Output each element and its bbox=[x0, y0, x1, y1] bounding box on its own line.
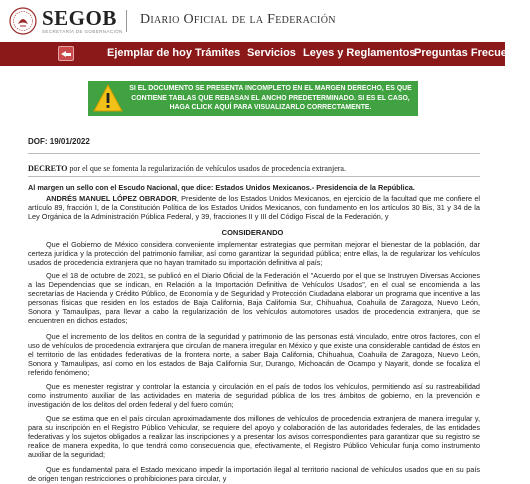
decreto-title-rest: por el que se fomenta la regularización de vehículos usados de procedencia extranjera. bbox=[67, 164, 346, 173]
dof-date: DOF: 19/01/2022 bbox=[28, 137, 90, 146]
intro-text: , Presidente de los Estados Unidos Mexicanos, en ejercicio de la facultad que me confiere el artículo 89, fracción I, de la Constitución Política de los Estados Unidos Mexicanos, con fundamento en los artículos 30 Bis, 31 y 34 de la Ley Orgánica de la Administración Pública Federal, y 39, fracciones II y III del Código Fiscal de la Federación, y bbox=[28, 194, 480, 221]
nav-item-tramites[interactable]: Trámites bbox=[195, 47, 241, 59]
back-arrow-icon[interactable] bbox=[58, 46, 74, 61]
segob-logo-text[interactable]: SEGOB bbox=[42, 6, 117, 30]
decreto-title bbox=[28, 164, 346, 173]
decreto-title-bold: DECRETO bbox=[28, 164, 68, 173]
considerando-paragraph-1: Que el Gobierno de México considera conveniente implementar estrategias que permitan mejorar el bienestar de la población, dar certeza jurídica y la protección del patrimonio familiar, así como garantizar la seguridad pública; entre ellas, la de regularizar los vehículos usados de procedencia extranjera que no hayan tramitado su importación definitiva al país; bbox=[28, 240, 480, 267]
divider-top bbox=[28, 153, 480, 154]
nav-item-preguntas-frecuentes[interactable]: Preguntas Frecuentes bbox=[414, 47, 530, 59]
site-header bbox=[0, 0, 505, 40]
considerando-paragraph-2: Que el 18 de octubre de 2021, se publicó en el Diario Oficial de la Federación el "Acuerdo por el que se Instruyen Diversas Acciones a las Dependencias que se indican, en Relación a la Importación Definitiva de Vehículos Usados", en el cual se encomienda a las secretarías de Hacienda y Crédito Público, de Economía y de Seguridad y Protección Ciudadana elaborar un programa que incentive a las personas físicas que residen en los estados de Baja California, Baja California Sur, Chihuahua, Coahuila de Zaragoza, Nuevo León, Sonora y Tamaulipas, para llevar a cabo la regularización de los vehículos automotores usados de procedencia extranjera, que se encuentren en dichos estados; bbox=[28, 271, 480, 325]
warning-icon bbox=[92, 83, 124, 113]
divider-bottom bbox=[28, 176, 480, 177]
incomplete-document-warning[interactable] bbox=[88, 81, 418, 116]
logo-divider bbox=[126, 10, 127, 32]
nav-item-leyes-reglamentos[interactable]: Leyes y Reglamentos bbox=[303, 47, 416, 59]
mexican-coat-of-arms-icon bbox=[8, 6, 38, 36]
considerando-paragraph-5: Que se estima que en el país circulan aproximadamente dos millones de vehículos de procedencia extranjera de manera irregular y, para su inscripción en el Registro Público Vehicular, se requiere del apoyo y colaboración de las autoridades federales, de las entidades federativas y los sujetos obligados a realizar las inscripciones y a presentar los avisos correspondientes para garantizar que su registro se realice de manera expedita, lo que tendrá como consecuencia que, efectivamente, el Registro Público Vehicular funja como instrumento auxiliar de la seguridad; bbox=[28, 414, 480, 459]
intro-paragraph bbox=[28, 195, 480, 222]
considerando-paragraph-6: Que es fundamental para el Estado mexicano impedir la importación ilegal al territorio nacional de vehículos usados que en su país de origen tengan restricciones o prohibiciones para circular, y bbox=[28, 465, 480, 483]
site-title[interactable]: Diario Oficial de la Federación bbox=[140, 12, 336, 27]
warning-message[interactable]: SI EL DOCUMENTO SE PRESENTA INCOMPLETO EN EL MARGEN DERECHO, ES QUE CONTIENE TABLAS QUE REBASAN EL ANCHO PREDETERMINADO. SI ES EL CASO, HAGA CLICK AQUÍ PARA VISUALIZARLO CORRECTAMENTE. bbox=[129, 85, 412, 112]
segob-logo-subtitle: SECRETARÍA DE GOBERNACIÓN bbox=[42, 29, 123, 34]
nav-item-servicios[interactable]: Servicios bbox=[247, 47, 296, 59]
nav-item-ejemplar-de-hoy[interactable]: Ejemplar de hoy bbox=[107, 47, 192, 59]
considerando-heading: CONSIDERANDO bbox=[221, 228, 284, 237]
considerando-paragraph-4: Que es menester registrar y controlar la estancia y circulación en el país de todos los vehículos, permitiendo así su rastreabilidad como instrumento auxiliar de las actividades en materia de seguridad pública de los tres ámbitos de gobierno, en la prevención e investigación de los delitos del orden federal y del fuero común; bbox=[28, 382, 480, 409]
author-name: ANDRÉS MANUEL LÓPEZ OBRADOR bbox=[46, 194, 177, 203]
sello-paragraph: Al margen un sello con el Escudo Nacional, que dice: Estados Unidos Mexicanos.- Presidencia de la República. bbox=[28, 183, 415, 192]
considerando-paragraph-3: Que el incremento de los delitos en contra de la seguridad y patrimonio de las personas está vinculado, entre otros factores, con el uso de vehículos de procedencia extranjera que circulan de manera irregular en México y que existe una considerable cantidad de éstos en el territorio de las entidades federativas de la frontera norte, a saber Baja California, Chihuahua, Coahuila de Zaragoza, Nuevo León, Sonora y Tamaulipas, así como en los estados de Baja California Sur, Durango, Michoacán de Ocampo y Nayarit, donde se focaliza el referido fenómeno; bbox=[28, 332, 480, 377]
